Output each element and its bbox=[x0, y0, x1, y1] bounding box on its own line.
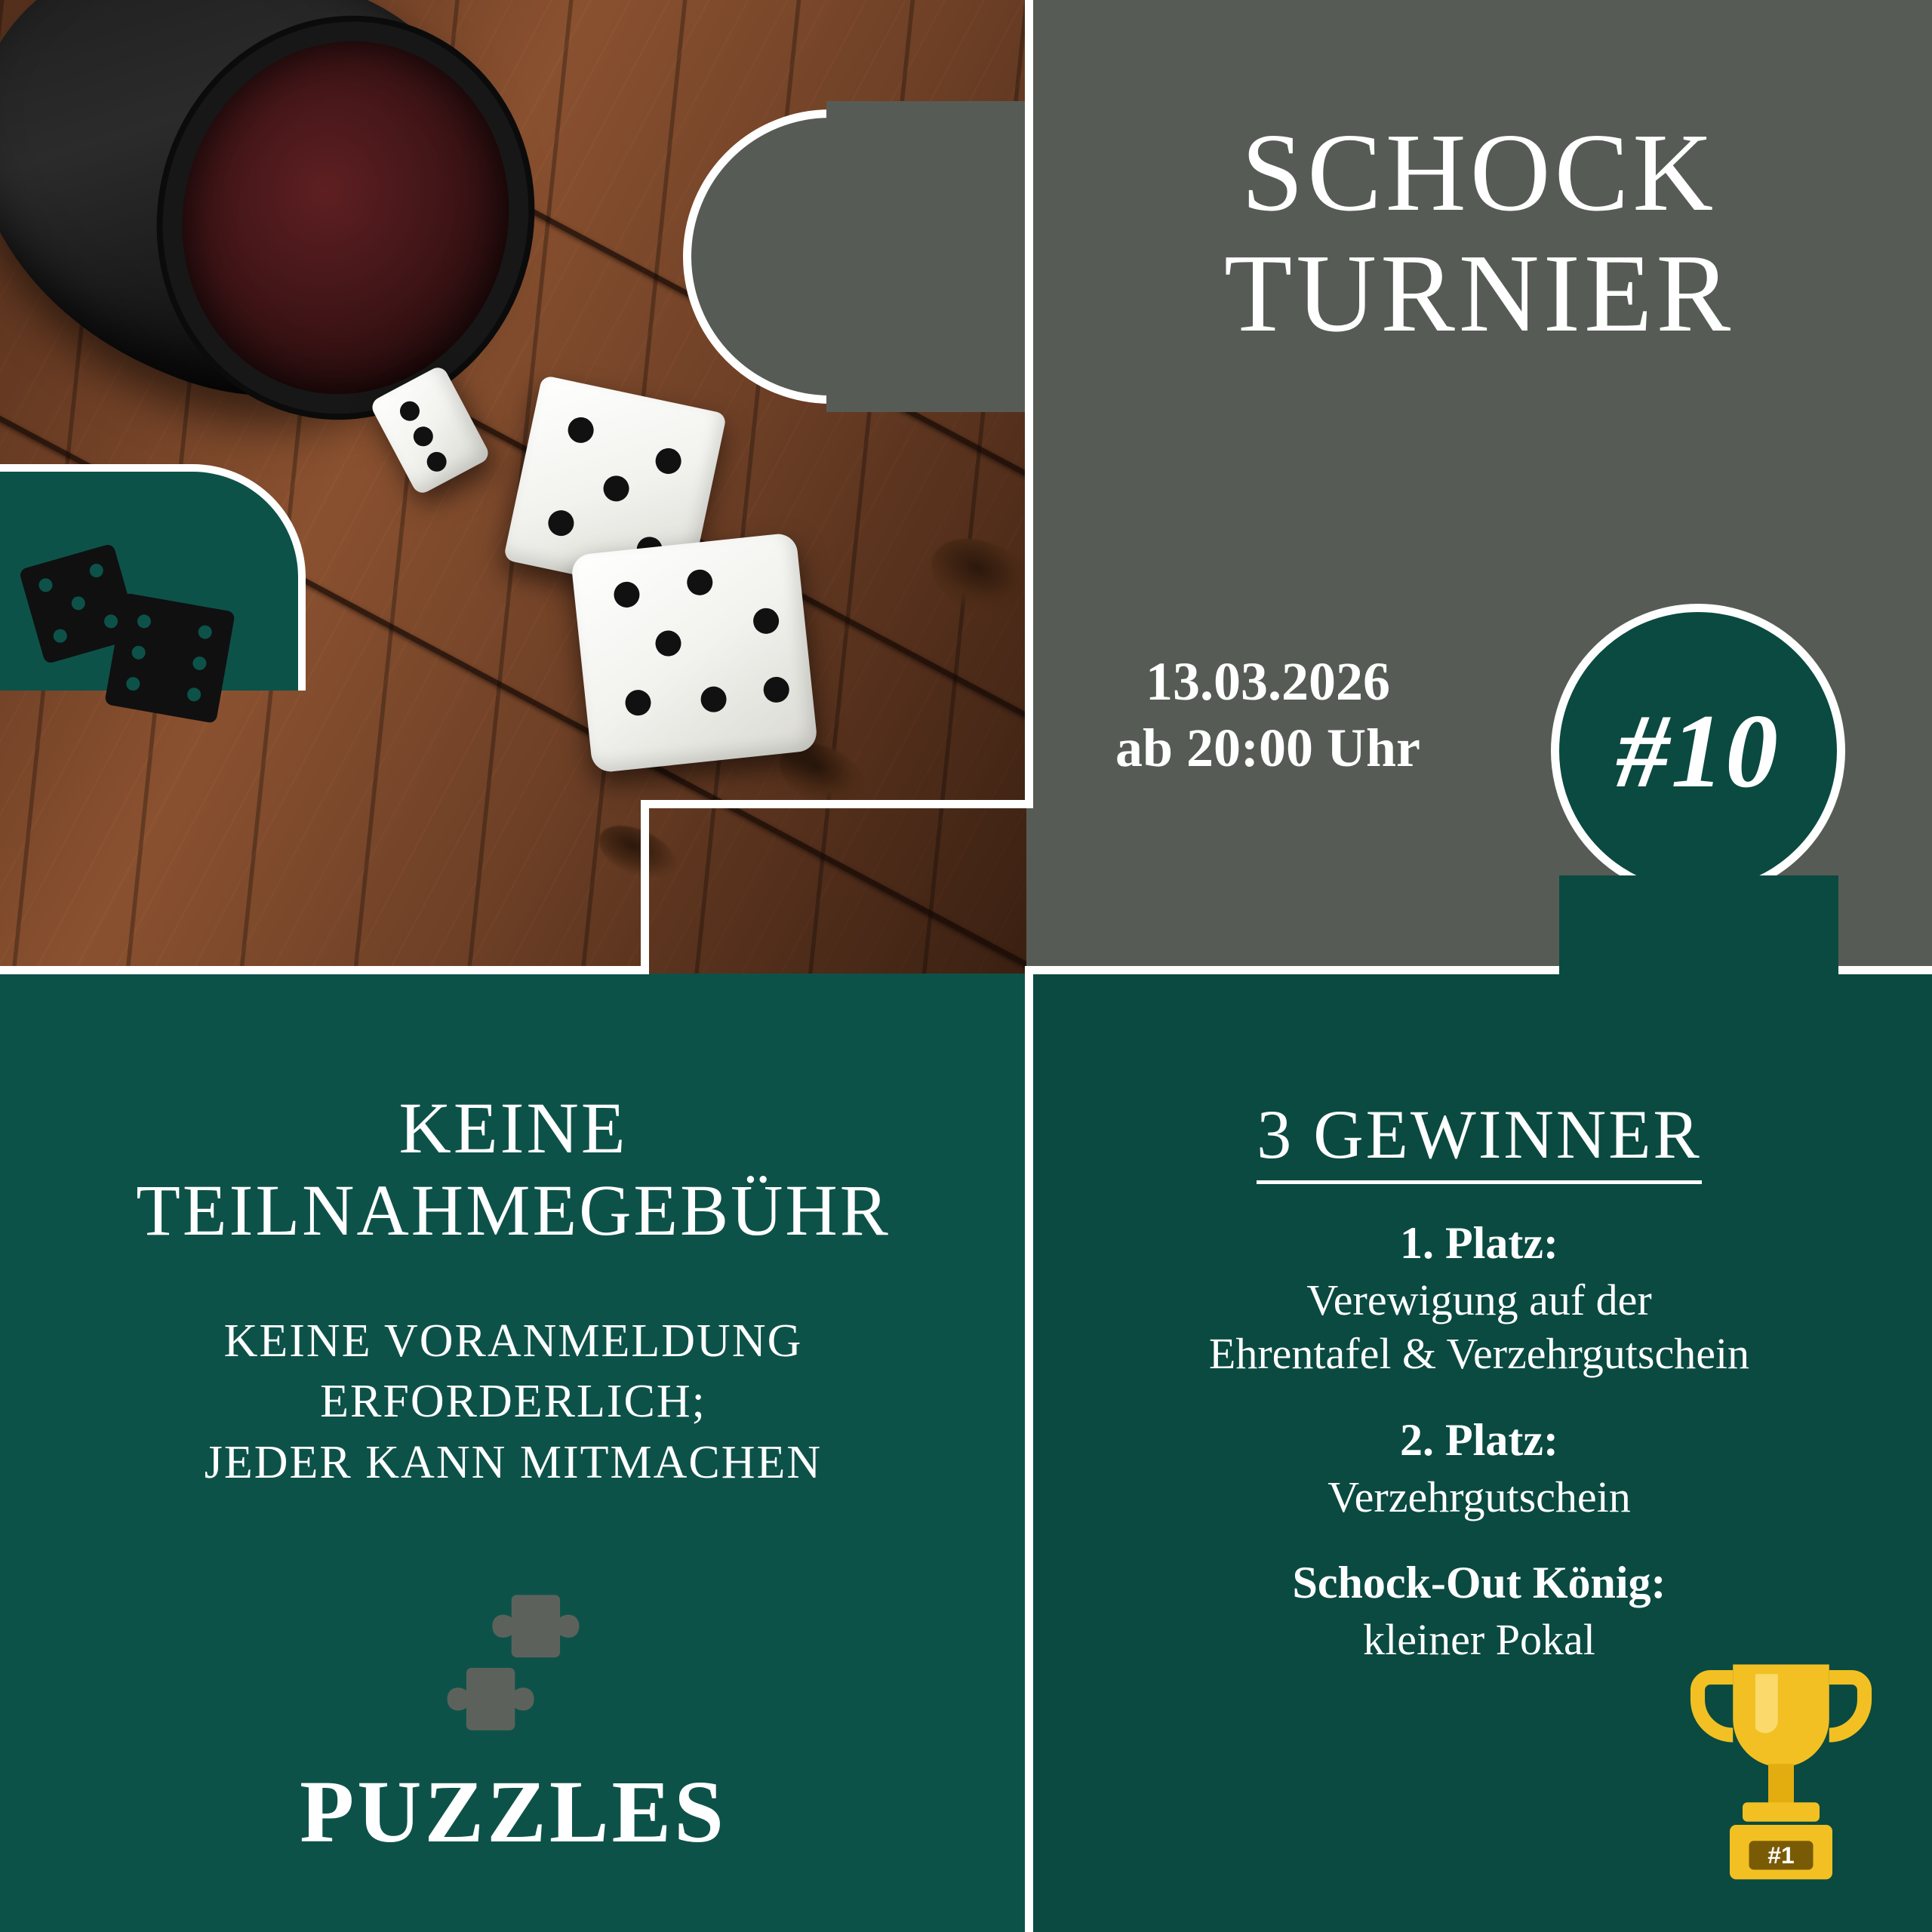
fee-subtext-line-1: KEINE VORANMELDUNG bbox=[223, 1315, 803, 1367]
prize-item bbox=[1057, 1217, 1902, 1381]
brand-block bbox=[181, 1581, 845, 1863]
prize-item bbox=[1057, 1414, 1902, 1524]
prize-text-line-2: Ehrentafel & Verzehrgutschein bbox=[1208, 1328, 1750, 1378]
winners-headline: 3 GEWINNER bbox=[1257, 1094, 1702, 1184]
prize-label: 1. Platz: bbox=[1400, 1218, 1558, 1268]
prize-text-line-1: Verewigung auf der bbox=[1306, 1275, 1652, 1324]
divider-vertical-mid bbox=[641, 808, 649, 974]
fee-headline-line-1: KEINE bbox=[398, 1088, 628, 1168]
puzzle-pieces-icon bbox=[426, 1581, 600, 1755]
puzzle-knob-left bbox=[0, 464, 306, 691]
fee-headline-line-2: TEILNAHMEGEBÜHR bbox=[136, 1170, 891, 1251]
divider-horizontal-right bbox=[1025, 966, 1561, 974]
fee-subtext bbox=[45, 1311, 981, 1494]
divider-horizontal-left bbox=[0, 966, 649, 974]
trophy-icon bbox=[1683, 1645, 1879, 1902]
divider-horizontal-mid bbox=[641, 800, 1033, 808]
trophy-rank-label: #1 bbox=[1767, 1841, 1795, 1869]
divider-vertical-bottom bbox=[1025, 966, 1033, 1932]
title-line-1: SCHOCK bbox=[1241, 111, 1718, 235]
event-datetime bbox=[1057, 649, 1479, 782]
prize-label: Schock-Out König: bbox=[1292, 1558, 1666, 1608]
page-title bbox=[1079, 113, 1879, 355]
prize-text-line-1: kleiner Pokal bbox=[1363, 1615, 1595, 1665]
fee-subtext-line-2: ERFORDERLICH; bbox=[320, 1376, 706, 1428]
event-time: ab 20:00 Uhr bbox=[1115, 717, 1420, 778]
prize-text-line-1: Verzehrgutschein bbox=[1327, 1472, 1631, 1521]
puzzle-notch-mask bbox=[826, 101, 1045, 412]
black-die-2 bbox=[104, 592, 235, 724]
winners-block bbox=[1057, 1094, 1902, 1667]
fee-headline bbox=[45, 1087, 981, 1252]
brand-name: PUZZLES bbox=[300, 1762, 727, 1861]
fee-block bbox=[45, 1087, 981, 1494]
event-date: 13.03.2026 bbox=[1146, 651, 1390, 712]
knob-mask-bottom bbox=[1559, 875, 1838, 1004]
white-die-3 bbox=[571, 532, 819, 774]
edition-badge bbox=[1551, 604, 1845, 898]
title-line-2: TURNIER bbox=[1223, 231, 1735, 355]
fee-subtext-line-3: JEDER KANN MITMACHEN bbox=[204, 1437, 823, 1489]
edition-badge-label: #10 bbox=[1617, 692, 1780, 810]
divider-vertical-main bbox=[1025, 0, 1033, 808]
prize-label: 2. Platz: bbox=[1400, 1414, 1558, 1465]
divider-horizontal-right-2 bbox=[1835, 966, 1932, 974]
